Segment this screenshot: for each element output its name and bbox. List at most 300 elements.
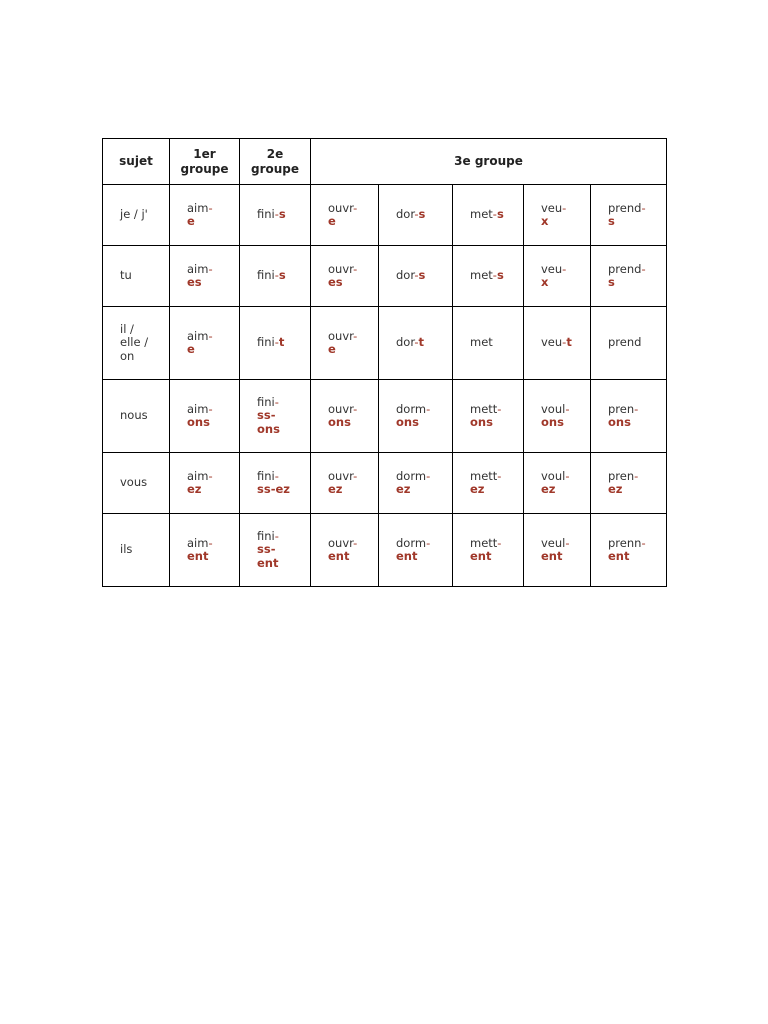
conjugation-line xyxy=(257,470,306,484)
conjugation-line xyxy=(328,330,374,344)
conjugation-line xyxy=(257,208,306,222)
conjugation-line xyxy=(187,343,235,357)
conjugation-line xyxy=(608,263,662,277)
stem-separator: - xyxy=(208,535,213,550)
stem-separator: - xyxy=(562,261,567,276)
conjugation-cell-content xyxy=(453,208,523,222)
conjugation-line xyxy=(396,537,448,551)
conjugation-cell-content xyxy=(453,537,523,564)
verb-ending: s xyxy=(608,275,615,289)
verb-stem: aim xyxy=(187,535,209,550)
table-row xyxy=(103,246,667,307)
stem-separator: - xyxy=(274,528,279,543)
verb-ending: t xyxy=(418,335,424,350)
verb-ending: ez xyxy=(608,482,623,496)
conjugation-line xyxy=(608,550,662,564)
conjugation-cell-content xyxy=(379,208,452,222)
conjugation-line xyxy=(541,202,586,216)
stem-separator: - xyxy=(641,535,646,550)
conjugation-cell-content xyxy=(311,263,378,290)
stem-separator: - xyxy=(492,268,497,283)
conjugation-cell-groupe-3-mettre xyxy=(453,246,524,307)
subject-cell xyxy=(103,185,170,246)
conjugation-cell-groupe-3-prendre xyxy=(591,246,667,307)
verb-ending: e xyxy=(328,342,336,356)
verb-stem: mett xyxy=(470,401,498,416)
conjugation-line xyxy=(541,215,586,229)
conjugation-line xyxy=(541,276,586,290)
conjugation-cell-content xyxy=(170,403,239,430)
conjugation-line xyxy=(396,269,448,283)
stem-separator: - xyxy=(353,401,358,416)
header-groupe-1 xyxy=(170,139,240,185)
conjugation-cell-content xyxy=(453,470,523,497)
conjugation-line xyxy=(608,403,662,417)
verb-ending: x xyxy=(541,275,549,289)
conjugation-line xyxy=(470,403,519,417)
conjugation-line xyxy=(470,336,519,350)
conjugation-cell-content xyxy=(240,336,310,350)
conjugation-cell-groupe-3-mettre xyxy=(453,380,524,453)
conjugation-line xyxy=(541,550,586,564)
conjugation-cell-groupe-3-vouloir xyxy=(524,185,591,246)
conjugation-cell-groupe-3-vouloir xyxy=(524,380,591,453)
conjugation-line xyxy=(396,336,448,350)
conjugation-line xyxy=(470,269,519,283)
stem-separator: - xyxy=(562,335,567,350)
verb-stem: mett xyxy=(470,535,498,550)
conjugation-cell-groupe-3-dormir xyxy=(379,453,453,514)
conjugation-cell-groupe-3-vouloir xyxy=(524,246,591,307)
verb-stem: aim xyxy=(187,468,209,483)
conjugation-cell-groupe-3-ouvrir xyxy=(311,380,379,453)
conjugation-line xyxy=(608,416,662,430)
conjugation-line xyxy=(328,537,374,551)
stem-separator: - xyxy=(641,200,646,215)
stem-separator: - xyxy=(353,328,358,343)
subject-text: nous xyxy=(120,408,148,423)
verb-stem: veu xyxy=(541,335,563,350)
verb-stem: met xyxy=(470,268,493,283)
conjugation-line xyxy=(187,403,235,417)
verb-ending: ons xyxy=(608,415,631,429)
verb-stem: fini xyxy=(257,468,275,483)
stem-separator: - xyxy=(208,200,213,215)
stem-separator: - xyxy=(565,468,570,483)
conjugation-cell-content xyxy=(311,330,378,357)
conjugation-cell-content xyxy=(240,269,310,283)
conjugation-cell-content xyxy=(524,263,590,290)
conjugation-cell-groupe-3-dormir xyxy=(379,307,453,380)
conjugation-line xyxy=(470,550,519,564)
conjugation-cell-groupe-3-prendre xyxy=(591,453,667,514)
conjugation-cell-groupe-3-ouvrir xyxy=(311,514,379,587)
verb-ending: ent xyxy=(257,555,279,570)
conjugation-cell-content xyxy=(591,537,666,564)
verb-ending: s xyxy=(418,268,426,283)
conjugation-cell-content xyxy=(170,537,239,564)
stem-separator: - xyxy=(634,401,639,416)
verb-ending: s xyxy=(418,207,426,222)
stem-separator: - xyxy=(414,268,419,283)
stem-separator: - xyxy=(565,401,570,416)
verb-stem: met xyxy=(470,335,493,350)
verb-stem: dor xyxy=(396,335,415,350)
conjugation-cell-content xyxy=(453,336,523,350)
header-groupe-1-line: groupe xyxy=(180,161,229,176)
verb-stem: voul xyxy=(541,401,566,416)
conjugation-line xyxy=(608,202,662,216)
conjugation-cell-content xyxy=(453,403,523,430)
conjugation-cell-groupe-1 xyxy=(170,380,240,453)
header-groupe-3: 3e groupe xyxy=(311,139,667,185)
conjugation-cell-groupe-3-vouloir xyxy=(524,307,591,380)
verb-stem: fini xyxy=(257,394,275,409)
subject-text: on xyxy=(120,348,135,363)
conjugation-cell-groupe-3-dormir xyxy=(379,246,453,307)
verb-stem: dorm xyxy=(396,401,427,416)
verb-stem: dor xyxy=(396,268,415,283)
verb-stem: dorm xyxy=(396,468,427,483)
stem-separator: - xyxy=(565,535,570,550)
conjugation-cell-groupe-1 xyxy=(170,185,240,246)
verb-stem: pren xyxy=(608,468,635,483)
stem-separator: - xyxy=(641,261,646,276)
conjugation-cell-content xyxy=(591,263,666,290)
header-sujet: sujet xyxy=(103,139,170,185)
verb-ending: ent xyxy=(608,549,630,563)
verb-ending: ez xyxy=(470,482,485,496)
subject-cell-content xyxy=(103,208,169,222)
conjugation-line xyxy=(541,483,586,497)
stem-separator: - xyxy=(353,468,358,483)
conjugation-cell-groupe-1 xyxy=(170,246,240,307)
stem-separator: - xyxy=(497,468,502,483)
verb-ending: s xyxy=(496,207,504,222)
conjugation-cell-groupe-3-ouvrir xyxy=(311,246,379,307)
conjugation-line xyxy=(608,537,662,551)
verb-ending: ons xyxy=(328,415,351,429)
conjugation-cell-groupe-3-prendre xyxy=(591,307,667,380)
verb-ending: s xyxy=(496,268,504,283)
verb-ending: s xyxy=(608,214,615,228)
conjugation-cell-content xyxy=(591,336,666,350)
conjugation-cell-content xyxy=(524,403,590,430)
conjugation-line xyxy=(608,336,662,350)
conjugation-line xyxy=(187,215,235,229)
conjugation-line xyxy=(608,276,662,290)
conjugation-cell-groupe-3-prendre xyxy=(591,514,667,587)
conjugation-line xyxy=(328,483,374,497)
conjugation-cell-content xyxy=(524,202,590,229)
verb-ending: ons xyxy=(187,415,210,429)
verb-ending: ent xyxy=(396,549,418,563)
conjugation-line xyxy=(187,263,235,277)
conjugation-cell-content xyxy=(240,470,310,497)
stem-separator: - xyxy=(492,207,497,222)
conjugation-line xyxy=(470,537,519,551)
conjugation-line xyxy=(187,202,235,216)
verb-stem: veu xyxy=(541,200,563,215)
conjugation-cell-content xyxy=(453,269,523,283)
verb-stem: fini xyxy=(257,335,275,350)
conjugation-cell-groupe-2 xyxy=(240,514,311,587)
verb-ending: ons xyxy=(541,415,564,429)
conjugation-line xyxy=(187,416,235,430)
conjugation-cell-groupe-3-ouvrir xyxy=(311,453,379,514)
conjugation-line xyxy=(257,483,306,497)
subject-text: je / j' xyxy=(120,207,148,222)
verb-ending: ez xyxy=(541,482,556,496)
subject-text: ils xyxy=(120,542,133,557)
subject-text: vous xyxy=(120,475,148,490)
verb-stem: prend xyxy=(608,261,642,276)
conjugation-line xyxy=(328,276,374,290)
conjugation-line xyxy=(187,537,235,551)
conjugation-line xyxy=(257,269,306,283)
stem-separator: - xyxy=(497,401,502,416)
conjugation-cell-groupe-3-vouloir xyxy=(524,514,591,587)
verb-stem: ouvr xyxy=(328,328,354,343)
table-row xyxy=(103,380,667,453)
conjugation-cell-content xyxy=(591,403,666,430)
conjugation-line xyxy=(328,550,374,564)
verb-stem: pren xyxy=(608,401,635,416)
conjugation-cell-groupe-3-mettre xyxy=(453,514,524,587)
verb-stem: met xyxy=(470,207,493,222)
conjugation-line xyxy=(187,276,235,290)
verb-stem: ouvr xyxy=(328,468,354,483)
conjugation-line xyxy=(328,202,374,216)
verb-ending: ent xyxy=(187,549,209,563)
header-groupe-1-line: 1er xyxy=(193,146,216,161)
verb-ending: ons xyxy=(257,421,280,436)
conjugation-cell-content xyxy=(524,537,590,564)
conjugation-line xyxy=(257,557,306,571)
verb-ending: ez xyxy=(396,482,411,496)
verb-stem: veul xyxy=(541,535,566,550)
verb-stem: aim xyxy=(187,200,209,215)
conjugation-cell-groupe-1 xyxy=(170,453,240,514)
verb-ending: es xyxy=(187,275,202,289)
stem-separator: - xyxy=(208,468,213,483)
conjugation-line xyxy=(541,263,586,277)
verb-stem: prenn xyxy=(608,535,642,550)
verb-ending: e xyxy=(328,214,336,228)
stem-separator: - xyxy=(353,535,358,550)
conjugation-line xyxy=(257,396,306,410)
conjugation-line xyxy=(187,550,235,564)
conjugation-line xyxy=(608,483,662,497)
conjugation-line xyxy=(470,208,519,222)
conjugation-line xyxy=(257,409,306,423)
conjugation-line xyxy=(396,416,448,430)
conjugation-line xyxy=(608,215,662,229)
conjugation-cell-content xyxy=(591,470,666,497)
conjugation-cell-content xyxy=(170,263,239,290)
conjugation-cell-content xyxy=(240,396,310,437)
verb-stem: prend xyxy=(608,200,642,215)
header-row xyxy=(103,139,667,185)
stem-separator: - xyxy=(353,261,358,276)
conjugation-line xyxy=(328,416,374,430)
conjugation-line xyxy=(541,470,586,484)
conjugation-line xyxy=(541,336,586,350)
verb-stem: fini xyxy=(257,528,275,543)
stem-separator: - xyxy=(274,468,279,483)
conjugation-line xyxy=(328,403,374,417)
header-groupe-2-line: 2e xyxy=(266,146,284,161)
conjugation-cell-content xyxy=(170,470,239,497)
table-row xyxy=(103,453,667,514)
conjugation-line xyxy=(396,470,448,484)
conjugation-cell-content xyxy=(311,202,378,229)
header-groupe-2 xyxy=(240,139,311,185)
conjugation-table xyxy=(102,138,667,587)
conjugation-line xyxy=(396,208,448,222)
conjugation-cell-groupe-3-prendre xyxy=(591,380,667,453)
conjugation-cell-content xyxy=(379,269,452,283)
verb-stem: mett xyxy=(470,468,498,483)
conjugation-line xyxy=(541,416,586,430)
conjugation-cell-content xyxy=(379,470,452,497)
stem-separator: - xyxy=(426,468,431,483)
verb-stem: ouvr xyxy=(328,401,354,416)
conjugation-cell-groupe-1 xyxy=(170,307,240,380)
verb-stem: ouvr xyxy=(328,535,354,550)
table-row xyxy=(103,307,667,380)
verb-stem: ouvr xyxy=(328,200,354,215)
conjugation-line xyxy=(470,470,519,484)
subject-cell-content xyxy=(103,409,169,423)
conjugation-cell-groupe-2 xyxy=(240,307,311,380)
conjugation-cell-groupe-3-dormir xyxy=(379,185,453,246)
stem-separator: - xyxy=(414,207,419,222)
conjugation-line xyxy=(328,470,374,484)
conjugation-line xyxy=(257,423,306,437)
conjugation-cell-groupe-3-mettre xyxy=(453,185,524,246)
conjugation-cell-content xyxy=(170,330,239,357)
subject-cell xyxy=(103,380,170,453)
header-groupe-2-line: groupe xyxy=(250,161,300,176)
table-row xyxy=(103,185,667,246)
verb-ending: ent xyxy=(328,549,350,563)
subject-text: il / xyxy=(120,321,134,336)
verb-ending: s xyxy=(278,268,286,283)
verb-stem: aim xyxy=(187,261,209,276)
conjugation-cell-content xyxy=(311,403,378,430)
conjugation-line xyxy=(396,483,448,497)
conjugation-line xyxy=(470,483,519,497)
verb-ending: es xyxy=(328,275,343,289)
verb-ending: s xyxy=(278,207,286,222)
conjugation-line xyxy=(257,336,306,350)
conjugation-cell-groupe-3-dormir xyxy=(379,514,453,587)
conjugation-cell-groupe-3-mettre xyxy=(453,453,524,514)
table-body xyxy=(103,185,667,587)
conjugation-cell-content xyxy=(379,403,452,430)
subject-cell-content xyxy=(103,476,169,490)
subject-cell xyxy=(103,246,170,307)
conjugation-cell-groupe-3-prendre xyxy=(591,185,667,246)
conjugation-line xyxy=(187,470,235,484)
stem-separator: - xyxy=(274,335,279,350)
conjugation-cell-groupe-2 xyxy=(240,246,311,307)
verb-ending: ss- xyxy=(257,408,276,423)
verb-stem: voul xyxy=(541,468,566,483)
table-row xyxy=(103,514,667,587)
stem-separator: - xyxy=(414,335,419,350)
conjugation-cell-groupe-2 xyxy=(240,453,311,514)
stem-separator: - xyxy=(497,535,502,550)
verb-ending: ons xyxy=(396,415,419,429)
verb-stem: veu xyxy=(541,261,563,276)
conjugation-cell-groupe-2 xyxy=(240,380,311,453)
verb-ending: ss- xyxy=(257,542,276,557)
stem-separator: - xyxy=(634,468,639,483)
conjugation-cell-content xyxy=(311,470,378,497)
subject-cell-content xyxy=(103,323,169,364)
conjugation-cell-content xyxy=(311,537,378,564)
stem-separator: - xyxy=(274,394,279,409)
verb-ending: ez xyxy=(328,482,343,496)
conjugation-cell-groupe-3-dormir xyxy=(379,380,453,453)
verb-ending: ss-ez xyxy=(257,482,290,496)
conjugation-cell-content xyxy=(524,470,590,497)
conjugation-line xyxy=(396,550,448,564)
conjugation-line xyxy=(257,530,306,544)
conjugation-line xyxy=(396,403,448,417)
verb-ending: ez xyxy=(187,482,202,496)
conjugation-line xyxy=(187,330,235,344)
subject-cell xyxy=(103,514,170,587)
verb-ending: ons xyxy=(470,415,493,429)
stem-separator: - xyxy=(274,207,279,222)
conjugation-cell-content xyxy=(524,336,590,350)
conjugation-cell-content xyxy=(379,336,452,350)
conjugation-line xyxy=(257,543,306,557)
conjugation-line xyxy=(328,215,374,229)
stem-separator: - xyxy=(426,401,431,416)
stem-separator: - xyxy=(426,535,431,550)
verb-ending: ent xyxy=(470,549,492,563)
conjugation-line xyxy=(541,403,586,417)
conjugation-line xyxy=(470,416,519,430)
conjugation-cell-groupe-3-vouloir xyxy=(524,453,591,514)
subject-cell-content xyxy=(103,269,169,283)
verb-ending: x xyxy=(541,214,549,228)
verb-stem: aim xyxy=(187,401,209,416)
subject-cell xyxy=(103,453,170,514)
subject-text: elle / xyxy=(120,335,149,350)
verb-stem: ouvr xyxy=(328,261,354,276)
verb-stem: fini xyxy=(257,207,275,222)
conjugation-cell-content xyxy=(591,202,666,229)
conjugation-cell-groupe-3-ouvrir xyxy=(311,185,379,246)
verb-stem: dorm xyxy=(396,535,427,550)
verb-stem: dor xyxy=(396,207,415,222)
conjugation-cell-content xyxy=(240,530,310,571)
verb-stem: aim xyxy=(187,328,209,343)
conjugation-line xyxy=(608,470,662,484)
conjugation-cell-content xyxy=(379,537,452,564)
verb-ending: t xyxy=(566,335,572,350)
stem-separator: - xyxy=(208,328,213,343)
conjugation-cell-content xyxy=(170,202,239,229)
subject-cell xyxy=(103,307,170,380)
verb-ending: e xyxy=(187,214,195,228)
verb-ending: t xyxy=(278,335,285,350)
